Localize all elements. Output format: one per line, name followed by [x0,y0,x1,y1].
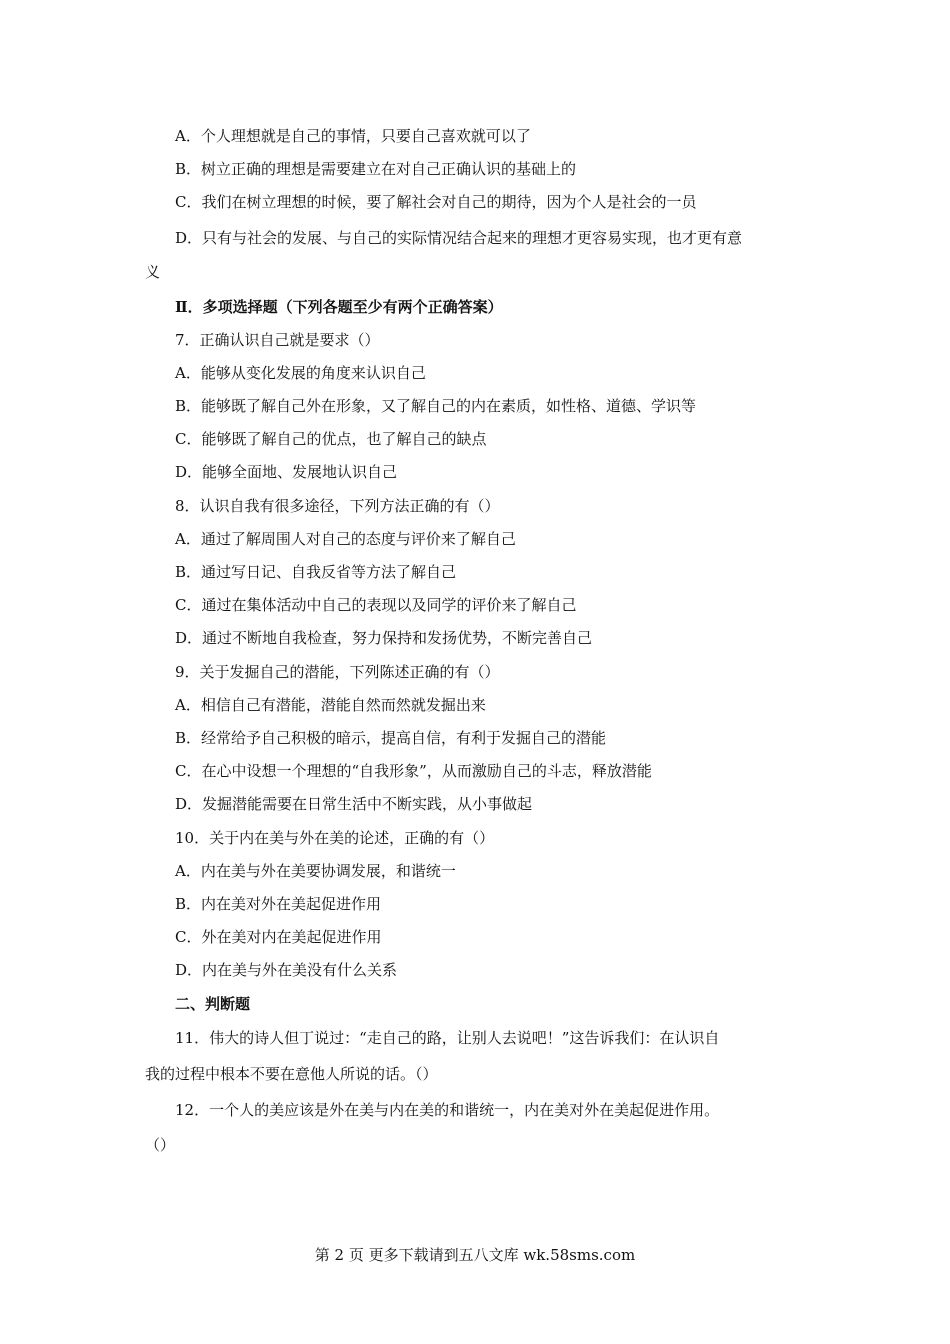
q9-option-c: C．在心中设想一个理想的“自我形象”，从而激励自己的斗志，释放潜能 [175,762,652,780]
q11-line-2: 我的过程中根本不要在意他人所说的话。（） [145,1065,438,1083]
section-heading-multiple-choice: Ⅱ．多项选择题（下列各题至少有两个正确答案） [175,298,503,316]
q12-line-2: （） [145,1136,176,1154]
q9-stem: 9．关于发掘自己的潜能，下列陈述正确的有（） [175,663,500,681]
q9-option-b: B．经常给予自己积极的暗示，提高自信，有利于发掘自己的潜能 [175,729,607,747]
q7-stem: 7．正确认识自己就是要求（） [175,331,380,349]
q9-option-d: D．发掘潜能需要在日常生活中不断实践，从小事做起 [175,795,533,813]
q10-option-b: B．内在美对外在美起促进作用 [175,895,382,913]
page-footer: 第 2 页 更多下载请到五八文库 wk.58sms.com [314,1246,636,1264]
q8-option-c: C．通过在集体活动中自己的表现以及同学的评价来了解自己 [175,596,577,614]
q7-option-d: D．能够全面地、发展地认识自己 [175,463,398,481]
q7-option-a: A．能够从变化发展的角度来认识自己 [175,364,426,382]
q6-option-d-continued: 义 [145,263,161,281]
q6-option-b: B．树立正确的理想是需要建立在对自己正确认识的基础上的 [175,160,577,178]
q8-option-d: D．通过不断地自我检查，努力保持和发扬优势，不断完善自己 [175,629,593,647]
q10-option-a: A．内在美与外在美要协调发展，和谐统一 [175,862,456,880]
q7-option-b: B．能够既了解自己外在形象，又了解自己的内在素质，如性格、道德、学识等 [175,397,697,415]
q9-option-a: A．相信自己有潜能，潜能自然而然就发掘出来 [175,696,486,714]
q8-option-b: B．通过写日记、自我反省等方法了解自己 [175,563,457,581]
q10-option-c: C．外在美对内在美起促进作用 [175,928,382,946]
q10-option-d: D．内在美与外在美没有什么关系 [175,961,398,979]
q8-stem: 8．认识自我有很多途径，下列方法正确的有（） [175,497,500,515]
q6-option-a: A．个人理想就是自己的事情，只要自己喜欢就可以了 [175,127,531,145]
q7-option-c: C．能够既了解自己的优点，也了解自己的缺点 [175,430,487,448]
section-heading-true-false: 二、判断题 [175,995,251,1013]
q8-option-a: A．通过了解周围人对自己的态度与评价来了解自己 [175,530,516,548]
q6-option-d: D．只有与社会的发展、与自己的实际情况结合起来的理想才更容易实现，也才更有意 [175,229,743,247]
q11-line-1: 11．伟大的诗人但丁说过：“走自己的路，让别人去说吧！”这告诉我们：在认识自 [175,1029,720,1047]
q10-stem: 10．关于内在美与外在美的论述，正确的有（） [175,829,495,847]
q6-option-c: C．我们在树立理想的时候，要了解社会对自己的期待，因为个人是社会的一员 [175,193,697,211]
q12-line-1: 12．一个人的美应该是外在美与内在美的和谐统一，内在美对外在美起促进作用。 [175,1101,720,1119]
